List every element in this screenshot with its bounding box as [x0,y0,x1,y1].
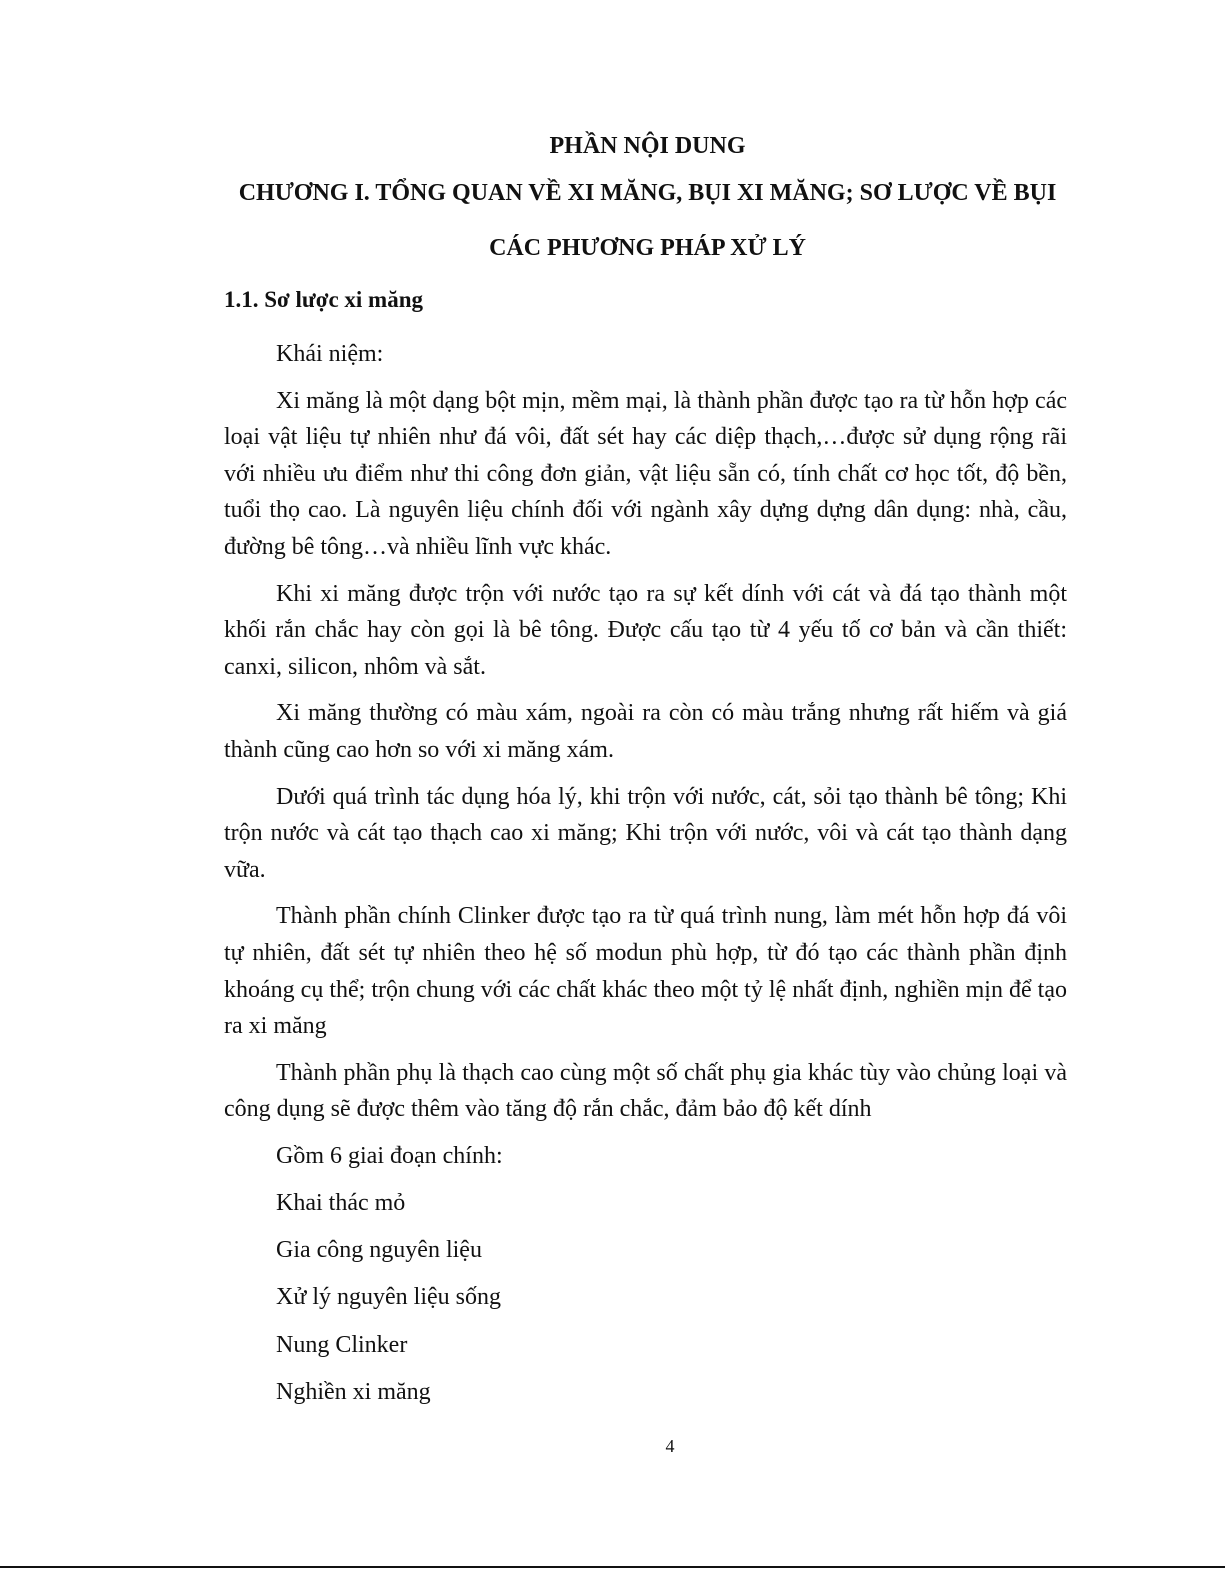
body-text [224,336,1067,1421]
paragraph-color: Xi măng thường có màu xám, ngoài ra còn có màu trắng nhưng rất hiếm và giá thành cũng cao hơn so với xi măng xám. [224,700,1067,763]
paragraph-reaction: Dưới quá trình tác dụng hóa lý, khi trộn với nước, cát, sỏi tạo thành bê tông; Khi trộn nước và cát tạo thạch cao xi măng; Khi trộn với nước, vôi và cát tạo thành dạng vữa. [224,783,1067,883]
section-title: 1.1. Sơ lược xi măng [224,287,424,312]
list-item: Nghiền xi măng [276,1378,431,1405]
chapter-heading-line2: CÁC PHƯƠNG PHÁP XỬ LÝ [489,235,806,261]
concept-label: Khái niệm: [276,341,384,367]
chapter-heading-line1: CHƯƠNG I. TỔNG QUAN VỀ XI MĂNG, BỤI XI MĂNG; SƠ LƯỢC VỀ BỤI [238,180,1057,206]
list-item: Gia công nguyên liệu [276,1237,482,1264]
stages-intro: Gồm 6 giai đoạn chính: [276,1142,503,1169]
page-number: 4 [665,1436,675,1456]
paragraph-concrete: Khi xi măng được trộn với nước tạo ra sự kết dính với cát và đá tạo thành một khối rắn chắc hay còn gọi là bê tông. Được cấu tạo từ 4 yếu tố cơ bản và cần thiết: canxi, silicon, nhôm và sắt. [224,580,1067,680]
paragraph-clinker: Thành phần chính Clinker được tạo ra từ quá trình nung, làm mét hỗn hợp đá vôi tự nhiên, đất sét tự nhiên theo hệ số modun phù hợp, từ đó tạo các thành phần định khoáng cụ thể; trộn chung với các chất khác theo một tỷ lệ nhất định, nghiền mịn để tạo ra xi măng [224,903,1067,1040]
list-item: Nung Clinker [276,1331,408,1358]
paragraph-additives: Thành phần phụ là thạch cao cùng một số chất phụ gia khác tùy vào chủng loại và công dụng sẽ được thêm vào tăng độ rắn chắc, đảm bảo độ kết dính [224,1059,1067,1123]
list-item: Xử lý nguyên liệu sống [276,1284,501,1311]
paragraph-definition: Xi măng là một dạng bột mịn, mềm mại, là thành phần được tạo ra từ hỗn hợp các loại vật liệu tự nhiên như đá vôi, đất sét hay các diệp thạch,…được sử dụng rộng rãi với nhiều ưu điểm như thi công đơn giản, vật liệu sẵn có, tính chất cơ học tốt, độ bền, tuổi thọ cao. Là nguyên liệu chính đối với ngành xây dựng dựng dân dụng: nhà, cầu, đường bê tông…và nhiều lĩnh vực khác. [224,387,1067,560]
list-item: Khai thác mỏ [276,1190,406,1217]
bottom-rule [0,1566,1225,1568]
part-heading: PHẦN NỘI DUNG [549,133,746,159]
